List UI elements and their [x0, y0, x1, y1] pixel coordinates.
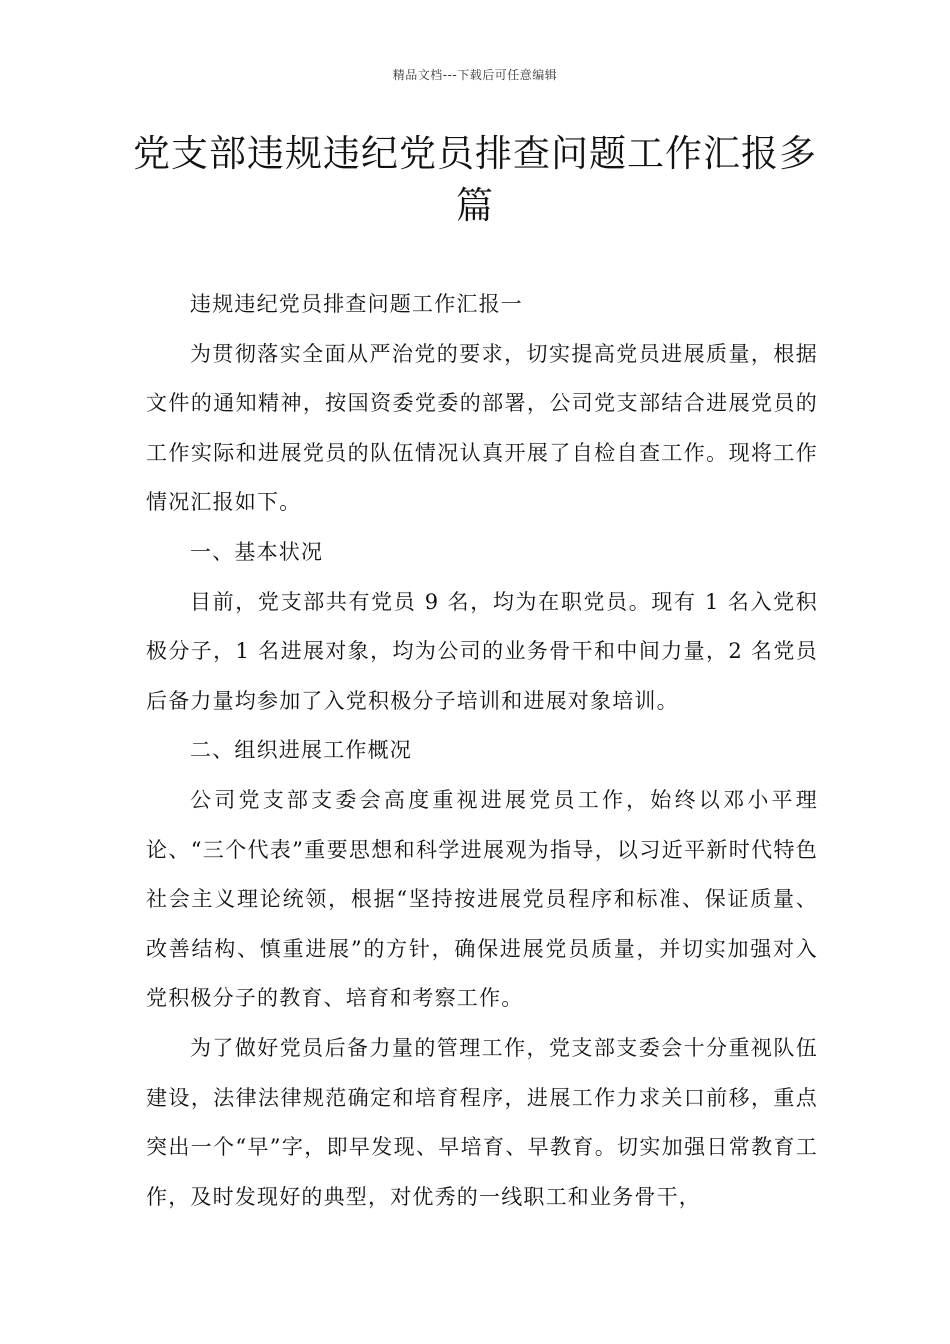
header-note: 精品文档---下载后可任意编辑 — [392, 68, 558, 82]
paragraph-intro: 为贯彻落实全面从严治党的要求，切实提高党员进展质量，根据文件的通知精神，按国资委党委的部署，公司党支部结合进展党员的工作实际和进展党员的队伍情况认真开展了自检自查工作。现将工作情况汇报如下。 — [146, 341, 818, 515]
section-heading-report-one: 违规违纪党员排查问题工作汇报一 — [190, 292, 523, 316]
paragraph-basic-status: 目前，党支部共有党员 9 名，均为在职党员。现有 1 名入党积极分子，1 名进展对象，均为公司的业务骨干和中间力量，2 名党员后备力量均参加了入党积极分子培训和进展对象培训。 — [146, 589, 818, 713]
document-body — [146, 280, 818, 1222]
paragraph-organization: 公司党支部支委会高度重视进展党员工作，始终以邓小平理论、“三个代表”重要思想和科学进展观为指导，以习近平新时代特色社会主义理论统领，根据“坚持按进展党员程序和标准、保证质量、改善结构、慎重进展”的方针，确保进展党员质量，并切实加强对入党积极分子的教育、培育和考察工作。 — [146, 787, 818, 1011]
section-heading-organization: 二、组织进展工作概况 — [190, 738, 412, 763]
document-title: 党支部违规违纪党员排查问题工作汇报多篇 — [133, 132, 817, 227]
paragraph-reserve-management: 为了做好党员后备力量的管理工作，党支部支委会十分重视队伍建设，法律法律规范确定和培育程序，进展工作力求关口前移，重点突出一个“早”字，即早发现、早培育、早教育。切实加强日常教育工作，及时发现好的典型，对优秀的一线职工和业务骨干， — [146, 1035, 818, 1209]
section-heading-basic-status: 一、基本状况 — [190, 539, 324, 564]
